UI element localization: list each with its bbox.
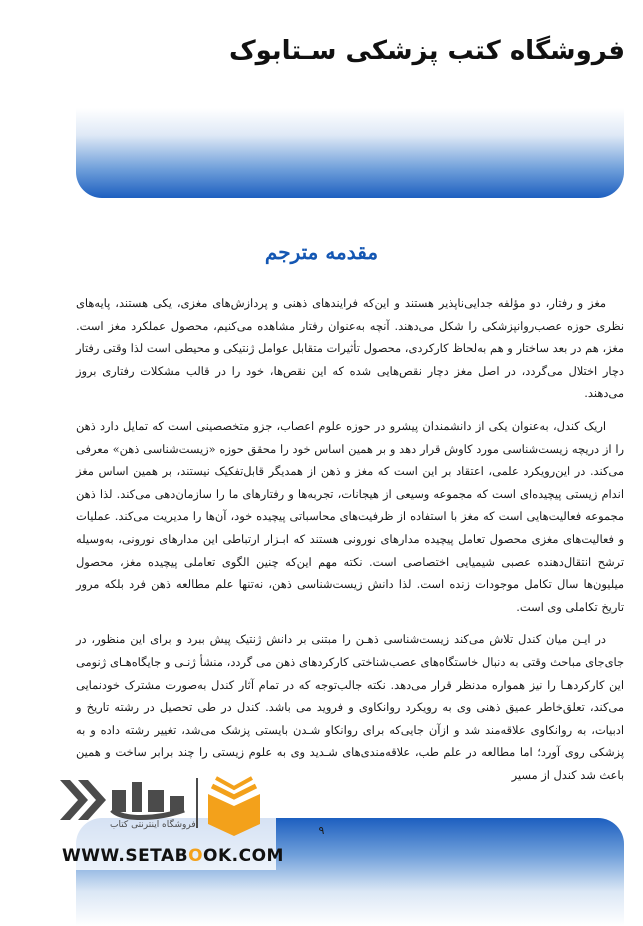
url-part-2: OK.COM: [203, 846, 284, 866]
setabook-logo: [52, 766, 276, 844]
open-book-icon: [208, 778, 260, 836]
url-part-1: WWW.SETAB: [62, 846, 189, 866]
setabook-watermark: [52, 762, 284, 870]
paragraph-3: در ایـن میان کندل تلاش می‌کند زیست‌شناسی ذهـن را مبتنی بر دانش ژنتیک پیش ببرد و برای این منظور، در جای‌جای مباحث وقتی به دنبال خاستگاه‌های عصب‌شناختی کارکردهای ذهن می گردد، منشأ ژنـی و جایگاه‌هـای ژنومی این کارکردهـا را نیز همواره مدنظر قرار می‌دهد. نکته جالب‌توجه که در تمام آثار کندل به‌صورت مشترک خودنمایی می‌کند، تعلق‌خاطر عمیق ذهنی وی به رویکرد روانکاوی و فروید می باشد. کندل در طی تحصیل در رشته تاریخ و ادبیات، به روانکاوی علاقه‌مند شد و ازآن جایی‌که برای روانکاو شـدن بایستی پزشک می‌شد، تغییر رشته داده و به پزشکی روی آورد؛ اما مطالعه در علم طب، علاقه‌مندی‌های شـدید وی به علوم زیستی را چند برابر ساخت و همین باعث شد کندل از مسیر: [76, 632, 624, 782]
chapter-title: مقدمه مترجم: [264, 240, 379, 264]
store-title: فروشگاه کتب پزشکی سـتابوک: [228, 36, 625, 66]
header-gradient-band: [76, 108, 624, 198]
url-part-o: O: [188, 846, 204, 866]
store-tagline: فروشگاه اینترنتی کتاب: [110, 820, 196, 830]
page-number: ۹: [318, 824, 325, 837]
body-text: [76, 292, 624, 796]
paragraph-2: اریک کندل، به‌عنوان یکی از دانشمندان پیشرو در حوزه علوم اعصاب، جزو متخصصینی است که تمایل دارد ذهن را از دریچه زیست‌شناسی مورد کاوش قرار دهد و بر همین اساس خود را محقق حوزه «زیست‌شناسی ذهن» معرفی می‌کند. در این‌رویکرد علمی، اعتقاد بر این است که مغز و ذهن از همدیگر قابل‌تفکیک نیستند، بر همین اساس مغز اندام زیستی پیچیده‌ای است که مجموعه وسیعی از هیجانات، تجربه‌ها و رفتارهای ما را سازمان‌دهی می‌کند. لذا ذهن مجموعه فعالیت‌هایی است که مغز با استفاده از ظرفیت‌های محاسباتی پیچیده خود، آن‌ها را مدیریت می‌کند. عملیات و فعالیت‌های مغزی محصول تعامل پیچیده مدارهای نورونی هستند که ابـزار ارتباطی این مدارهای نورونی، به‌وسیله ترشح انتقال‌دهنده عصبی شیمیایی اختصاصی است. نکته مهم این‌که چنین الگوی تعاملی پیچیده مغز، محصول میلیون‌ها سال تکامل موجودات زنده است. لذا دانش زیست‌شناسی ذهن، نه‌تنها علم مطالعه ذهن فرد بلکه مرور تاریخ تکاملی وی است.: [76, 418, 624, 614]
site-url[interactable]: [62, 846, 284, 866]
paragraph-1: مغز و رفتار، دو مؤلفه جدایی‌ناپذیر هستند و این‌که فرایندهای ذهنی و پردازش‌های مغزی، یکی هستند، پایه‌های نظری حوزه عصب‌روانپزشکی را شکل می‌دهند. آنچه به‌عنوان رفتار مشاهده می‌کنیم، محصول عملکرد مغز است. مغز، هم در بعد ساختار و هم به‌لحاظ کارکردی، محصول تأثیرات متقابل عوامل ژنتیکی و محیطی است لذا وقتی رفتار دچار اختلال می‌گردد، در اصل مغز دچار نقص‌هایی شده که این نقص‌ها، خود را در قالب مشکلات رفتاری بروز می‌دهند.: [76, 296, 624, 401]
